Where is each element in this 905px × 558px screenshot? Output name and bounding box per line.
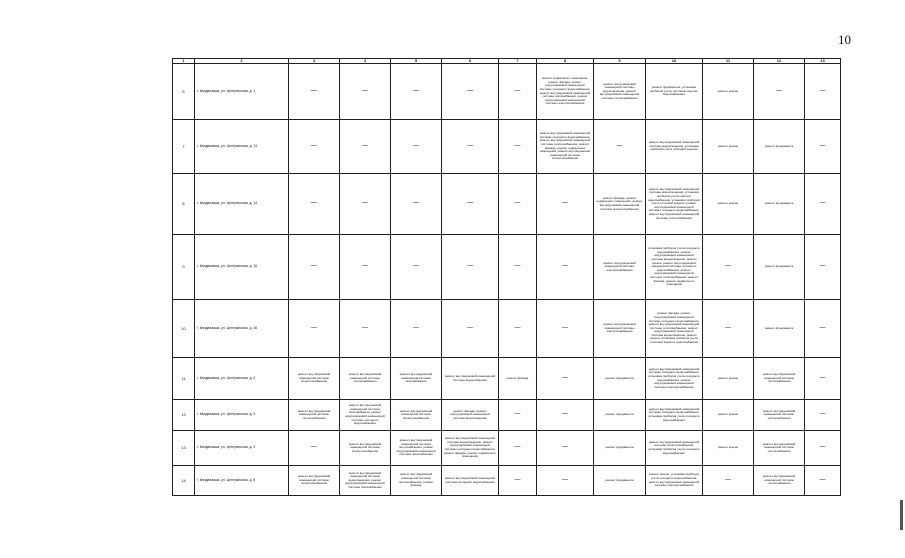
works-cell: ремонт внутридомовой инженерной системы водоотведения, установка приборов учета тепловой энергии — [646, 120, 703, 174]
empty-dash-cell: — — [391, 174, 442, 235]
table-row — [173, 431, 841, 466]
empty-dash-cell: — — [499, 466, 537, 496]
empty-dash-cell: — — [391, 120, 442, 174]
row-number-cell: 8 — [173, 174, 195, 235]
empty-dash-cell: — — [537, 358, 594, 400]
works-cell: ремонт внутридомовой инженерной системы электроснабжения — [594, 300, 646, 358]
empty-dash-cell: — — [805, 431, 841, 466]
works-cell: ремонт внутридомовой инженерной системы теплоснабжения — [754, 466, 805, 496]
works-cell: ремонт фундамента — [754, 235, 805, 300]
table-row — [173, 358, 841, 400]
column-number: 13 — [805, 59, 841, 64]
works-cell: ремонт подвального помещения, ремонт фасада, ремонт внутридомовой инженерной системы холодного водоснабжения, ремонт внутридомовой инженерной системы газоснабжения, ремонт внутридомовой инженерной системы электроснабжения — [537, 64, 594, 120]
empty-dash-cell: — — [442, 120, 499, 174]
column-number: 7 — [499, 59, 537, 64]
empty-dash-cell: — — [340, 235, 391, 300]
works-cell: ремонт внутридомовой инженерной системы водоотведения, установка приборов учета горячего водоснабжения, установка приборов учета тепловой энергии, ремонт внутридомовой инженерной системы холодного водоснабжения, ремонт внутридомовой инженерной системы теплоснабжения — [646, 174, 703, 235]
empty-dash-cell: — — [340, 64, 391, 120]
row-number-cell: 12 — [173, 400, 195, 431]
table-row — [173, 120, 841, 174]
empty-dash-cell: — — [442, 235, 499, 300]
empty-dash-cell: — — [442, 174, 499, 235]
works-cell: ремонт внутридомовой инженерной системы электроснабжения — [594, 235, 646, 300]
table-body — [173, 59, 841, 496]
empty-dash-cell: — — [340, 300, 391, 358]
empty-dash-cell: — — [289, 235, 340, 300]
works-cell: ремонт фундамента — [754, 300, 805, 358]
address-cell: г. Кандалакша, ул. Центральная, д. 3 — [195, 400, 289, 431]
empty-dash-cell: — — [805, 235, 841, 300]
table-row — [173, 300, 841, 358]
works-cell: ремонт фундамента — [594, 466, 646, 496]
works-cell: ремонт фундамента — [754, 174, 805, 235]
empty-dash-cell: — — [289, 64, 340, 120]
empty-dash-cell: — — [499, 174, 537, 235]
row-number-cell: 14 — [173, 466, 195, 496]
empty-dash-cell: — — [537, 300, 594, 358]
works-cell: ремонт внутридомовой инженерной системы теплоснабжения — [754, 400, 805, 431]
works-cell: ремонт внутридомовой инженерной системы электроснабжения — [289, 466, 340, 496]
repair-schedule-table — [172, 58, 841, 496]
empty-dash-cell: — — [537, 174, 594, 235]
empty-dash-cell: — — [703, 300, 754, 358]
row-number-cell: 9 — [173, 235, 195, 300]
address-cell: г. Кандалакша, ул. Центральная, д. 15 — [195, 235, 289, 300]
works-cell: ремонт внутридомовой инженерной системы электроснабжения — [391, 400, 442, 431]
address-cell: г. Кандалакша, ул. Центральная, д. 5 — [195, 466, 289, 496]
table-row — [173, 174, 841, 235]
works-cell: ремонт внутридомовой инженерной системы водоотведения — [442, 358, 499, 400]
column-number: 3 — [289, 59, 340, 64]
works-cell: ремонт внутридомовой инженерной системы газоснабжения — [391, 358, 442, 400]
column-number: 4 — [340, 59, 391, 64]
address-cell: г. Кандалакша, ул. Центральная, д. 4 — [195, 431, 289, 466]
empty-dash-cell: — — [391, 300, 442, 358]
empty-dash-cell: — — [340, 120, 391, 174]
column-number: 11 — [703, 59, 754, 64]
works-cell: ремонт фундамента — [594, 400, 646, 431]
empty-dash-cell: — — [805, 400, 841, 431]
works-cell: установка приборов учета холодного водоснабжения, ремонт внутридомовой инженерной системы водоотведения, ремонт крыши, ремонт внутридомовой инженерной системы холодного водоснабжения, ремонт внутридомовой инженерной системы теплоснабжения, ремонт фасада, ремонт подвального помещения — [646, 235, 703, 300]
empty-dash-cell: — — [537, 431, 594, 466]
empty-dash-cell: — — [499, 400, 537, 431]
empty-dash-cell: — — [499, 235, 537, 300]
works-cell: ремонт внутридомовой инженерной системы холодного водоснабжения — [442, 466, 499, 496]
empty-dash-cell: — — [499, 64, 537, 120]
address-cell: г. Кандалакша, ул. Центральная, д. 13 — [195, 120, 289, 174]
empty-dash-cell: — — [499, 120, 537, 174]
address-cell: г. Кандалакша, ул. Центральная, д. 14 — [195, 174, 289, 235]
empty-dash-cell: — — [805, 300, 841, 358]
empty-dash-cell: — — [594, 120, 646, 174]
empty-dash-cell: — — [289, 120, 340, 174]
address-cell: г. Кандалакша, ул. Центральная, д. 1 — [195, 64, 289, 120]
page-number: 10 — [838, 32, 851, 47]
works-cell: ремонт крыши — [703, 174, 754, 235]
works-cell: ремонт фасада, ремонт внутридомовой инженерной системы холодного водоснабжения, ремонт внутридомовой инженерной системы теплоснабжения, ремонт внутридомовой инженерной системы водоотведения, ремонт крыши, установка приборов учета тепловой энергии, водоснабжения — [646, 300, 703, 358]
empty-dash-cell: — — [289, 431, 340, 466]
empty-dash-cell: — — [805, 64, 841, 120]
row-number-cell: 13 — [173, 431, 195, 466]
empty-dash-cell: — — [805, 466, 841, 496]
column-number: 1 — [173, 59, 195, 64]
row-number-cell: 10 — [173, 300, 195, 358]
works-cell: ремонт внутридомовой инженерной системы теплоснабжения — [754, 431, 805, 466]
empty-dash-cell: — — [805, 358, 841, 400]
empty-dash-cell: — — [391, 64, 442, 120]
works-cell: ремонт фундамента — [594, 431, 646, 466]
column-number: 5 — [391, 59, 442, 64]
works-cell: ремонт внутридомовой инженерной системы теплоснабжения — [340, 358, 391, 400]
empty-dash-cell: — — [537, 400, 594, 431]
column-number: 10 — [646, 59, 703, 64]
row-number-cell: 7 — [173, 120, 195, 174]
column-number: 6 — [442, 59, 499, 64]
address-cell: г. Кандалакша, ул. Центральная, д. 16 — [195, 300, 289, 358]
works-cell: ремонт крыши, установка приборов учета холодного водоснабжения, ремонт внутридомовой инженерной системы электроснабжения — [646, 466, 703, 496]
works-cell: ремонт внутридомовой инженерной системы газоснабжения, ремонт внутридомовой инженерной системы холодного водоснабжения — [340, 400, 391, 431]
works-cell: ремонт внутридомовой инженерной системы холодного водоснабжения, установка приборов учета холодного водоснабжения, ремонт внутридомовой инженерной системы электроснабжения — [646, 358, 703, 400]
works-cell: ремонт внутридомовой инженерной системы холодного водоснабжения, установка приборов учета холодного водоснабжения — [646, 400, 703, 431]
column-number: 2 — [195, 59, 289, 64]
empty-dash-cell: — — [391, 235, 442, 300]
works-cell: ремонт внутридомовой инженерной системы водоотведения, ремонт внутридомовой инженерной системы холодного водоснабжения, ремонт фасада, ремонт подвального помещения — [442, 431, 499, 466]
works-cell: ремонт крыши — [703, 64, 754, 120]
works-cell: ремонт фасада, ремонт внутридомовой инженерной системы водоотведения — [442, 400, 499, 431]
works-cell: ремонт фундамента — [754, 120, 805, 174]
empty-dash-cell: — — [442, 64, 499, 120]
empty-dash-cell: — — [442, 300, 499, 358]
works-cell: ремонт внутридомовой инженерной системы водоотведения, ремонт внутридомовой инженерной системы теплоснабжения — [594, 64, 646, 120]
works-cell: ремонт внутридомовой инженерной системы электроснабжения — [289, 358, 340, 400]
works-cell: ремонт крыши — [703, 120, 754, 174]
works-cell: ремонт внутридомовой инженерной системы холодного водоснабжения, ремонт внутридомовой инженерной системы теплоснабжения, ремонт фасада, ремонт подвальных помещений, ремонт внутридомовой инженерной системы электроснабжения — [537, 120, 594, 174]
row-number-cell: 11 — [173, 358, 195, 400]
works-cell: ремонт внутридомовой инженерной системы теплоснабжения — [754, 358, 805, 400]
empty-dash-cell: — — [499, 431, 537, 466]
empty-dash-cell: — — [289, 174, 340, 235]
empty-dash-cell: — — [537, 466, 594, 496]
table-row — [173, 235, 841, 300]
works-cell: ремонт крыши — [703, 358, 754, 400]
works-cell: ремонт фасада, ремонт подвального помещения, ремонт внутридомовой инженерной системы электроснабжения — [594, 174, 646, 235]
address-cell: г. Кандалакша, ул. Центральная, д. 2 — [195, 358, 289, 400]
works-cell: ремонт фундамента, установка приборов учета тепловой энергии, водоснабжения — [646, 64, 703, 120]
empty-dash-cell: — — [805, 174, 841, 235]
empty-dash-cell: — — [340, 174, 391, 235]
empty-dash-cell: — — [537, 235, 594, 300]
table-row — [173, 400, 841, 431]
works-cell: ремонт внутридомовой инженерной системы водоотведения, ремонт внутридомовой инженерной системы газоснабжения — [340, 466, 391, 496]
works-cell: ремонт фундамента — [594, 358, 646, 400]
works-cell: ремонт внутридомовой инженерной системы теплоснабжения, ремонт фасада — [391, 466, 442, 496]
column-number: 9 — [594, 59, 646, 64]
works-cell: ремонт внутридомовой инженерной системы теплоснабжения, ремонт внутридомовой инженерной системы газоснабжения — [391, 431, 442, 466]
works-cell: ремонт внутридомовой инженерной системы электроснабжения — [340, 431, 391, 466]
row-number-cell: 6 — [173, 64, 195, 120]
works-cell: ремонт внутридомовой инженерной системы теплоснабжения — [289, 400, 340, 431]
table-row — [173, 64, 841, 120]
empty-dash-cell: — — [703, 235, 754, 300]
empty-dash-cell: — — [805, 120, 841, 174]
scan-edge-mark — [900, 500, 903, 530]
column-number: 12 — [754, 59, 805, 64]
empty-dash-cell: — — [499, 300, 537, 358]
table-row — [173, 466, 841, 496]
works-cell: ремонт крыши — [703, 431, 754, 466]
empty-dash-cell: — — [754, 64, 805, 120]
works-cell: ремонт крыши — [703, 400, 754, 431]
empty-dash-cell: — — [703, 466, 754, 496]
works-cell: ремонт внутридомовой инженерной системы электроснабжения, установка приборов учета холодного водоснабжения — [646, 431, 703, 466]
column-number: 8 — [537, 59, 594, 64]
empty-dash-cell: — — [289, 300, 340, 358]
works-cell: ремонт фасада — [499, 358, 537, 400]
